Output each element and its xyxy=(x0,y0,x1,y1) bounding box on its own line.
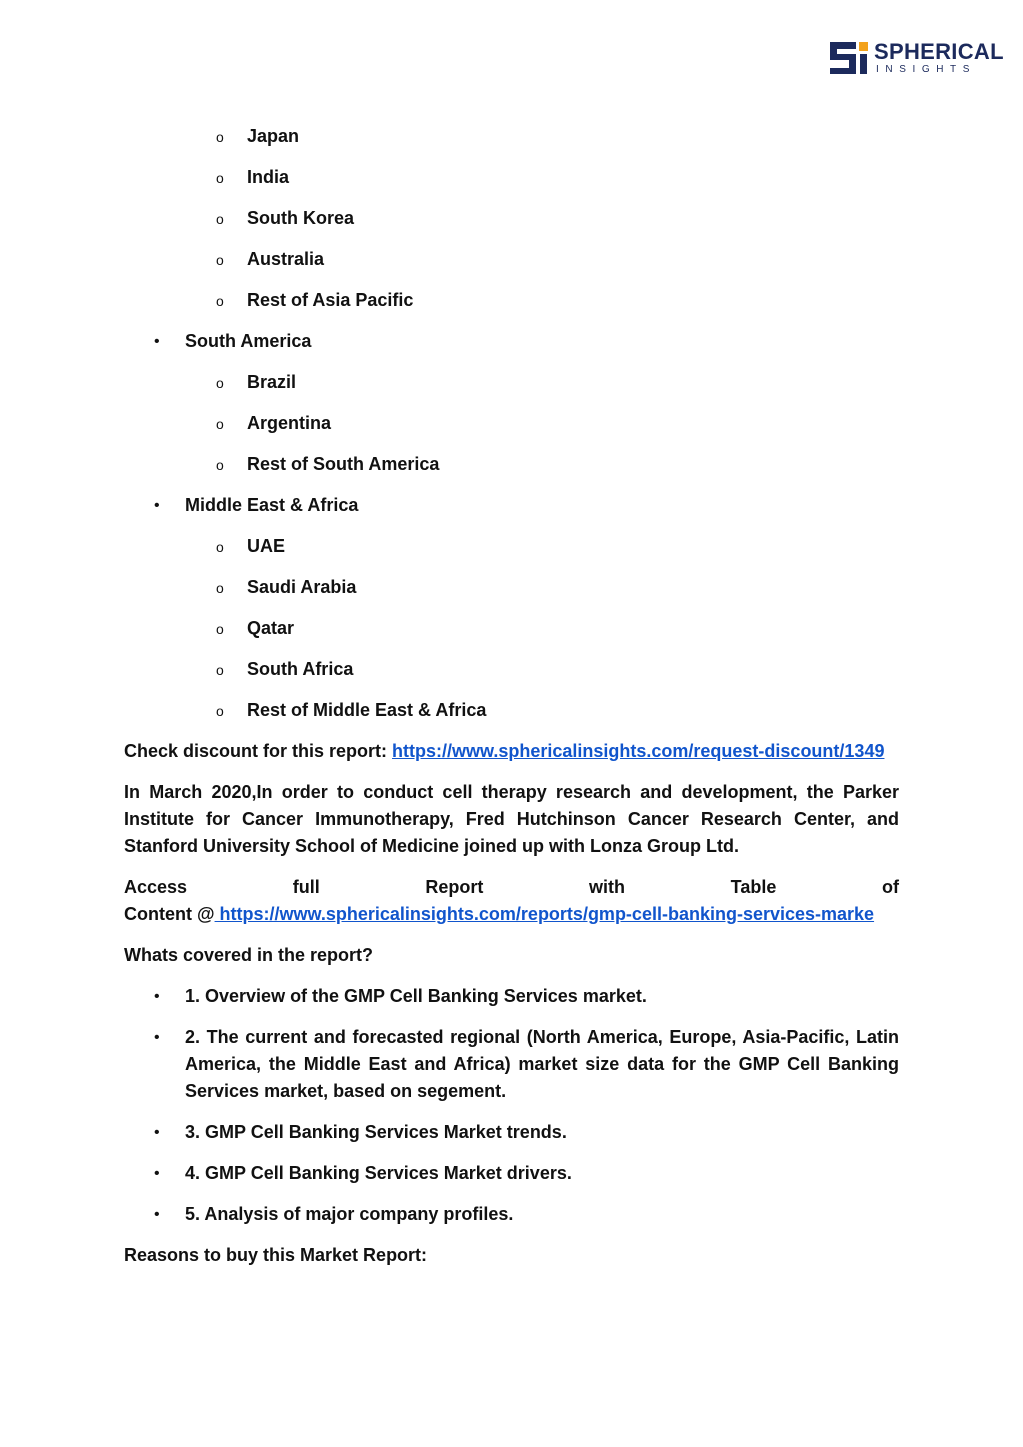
sub-bullet-marker: o xyxy=(216,703,224,719)
list-item-australia: Australia xyxy=(247,249,325,269)
list-item-rest-of-south-america: Rest of South America xyxy=(247,454,440,474)
list-item-india: India xyxy=(247,167,290,187)
spherical-insights-logo-mark-icon xyxy=(830,40,870,76)
covered-item-4: 4. GMP Cell Banking Services Market drivers. xyxy=(185,1163,572,1183)
logo-tagline: INSIGHTS xyxy=(876,64,977,75)
bullet-marker: • xyxy=(154,497,160,514)
covered-item-5: 5. Analysis of major company profiles. xyxy=(185,1204,514,1224)
list-item-japan: Japan xyxy=(247,126,300,146)
list-item-uae: UAE xyxy=(247,536,286,556)
sub-bullet-marker: o xyxy=(216,662,224,678)
discount-link[interactable]: https://www.sphericalinsights.com/request-discount/1349 xyxy=(392,741,885,761)
list-item-brazil: Brazil xyxy=(247,372,297,392)
spherical-insights-logo xyxy=(830,39,1004,76)
access-line-2 xyxy=(124,901,874,928)
sub-bullet-marker: o xyxy=(216,621,224,637)
access-line-1: Access full Report with Table of xyxy=(124,877,899,897)
list-item-south-africa: South Africa xyxy=(247,659,354,679)
sub-bullet-marker: o xyxy=(216,211,224,227)
sub-bullet-marker: o xyxy=(216,170,224,186)
covered-item-3: 3. GMP Cell Banking Services Market trends. xyxy=(185,1122,567,1142)
list-item-argentina: Argentina xyxy=(247,413,332,433)
bullet-marker: • xyxy=(154,333,160,350)
sub-bullet-marker: o xyxy=(216,252,224,268)
discount-line xyxy=(124,738,884,765)
covered-item-1: 1. Overview of the GMP Cell Banking Services market. xyxy=(185,986,647,1006)
logo-brand-name: SPHERICAL xyxy=(874,39,1004,64)
list-item-qatar: Qatar xyxy=(247,618,295,638)
access-prefix: Content @ xyxy=(124,904,215,924)
list-item-south-america: South America xyxy=(185,331,312,351)
list-item-saudi-arabia: Saudi Arabia xyxy=(247,577,357,597)
covered-heading: Whats covered in the report? xyxy=(124,945,374,965)
discount-label: Check discount for this report: xyxy=(124,741,393,761)
report-link[interactable]: https://www.sphericalinsights.com/reports/gmp-cell-banking-services-marke xyxy=(214,904,875,924)
bullet-marker: • xyxy=(154,988,160,1005)
news-paragraph: In March 2020,In order to conduct cell therapy research and development, the Parker Institute for Cancer Immunotherapy, Fred Hutchinson Cancer Research Center, and Stanford University School of Medicine joined up with Lonza Group Ltd. xyxy=(124,782,899,856)
bullet-marker: • xyxy=(154,1124,160,1141)
list-item-rest-of-asia-pacific: Rest of Asia Pacific xyxy=(247,290,414,310)
sub-bullet-marker: o xyxy=(216,457,224,473)
list-item-south-korea: South Korea xyxy=(247,208,355,228)
bullet-marker: • xyxy=(154,1206,160,1223)
sub-bullet-marker: o xyxy=(216,580,224,596)
sub-bullet-marker: o xyxy=(216,293,224,309)
bullet-marker: • xyxy=(154,1165,160,1182)
sub-bullet-marker: o xyxy=(216,416,224,432)
covered-item-2: 2. The current and forecasted regional (North America, Europe, Asia-Pacific, Latin America, the Middle East and Africa) market size data for the GMP Cell Banking Services market, based on segement. xyxy=(185,1027,899,1101)
reasons-heading: Reasons to buy this Market Report: xyxy=(124,1245,428,1265)
list-item-middle-east-africa: Middle East & Africa xyxy=(185,495,359,515)
sub-bullet-marker: o xyxy=(216,375,224,391)
sub-bullet-marker: o xyxy=(216,129,224,145)
list-item-rest-of-mea: Rest of Middle East & Africa xyxy=(247,700,487,720)
sub-bullet-marker: o xyxy=(216,539,224,555)
bullet-marker: • xyxy=(154,1029,160,1046)
